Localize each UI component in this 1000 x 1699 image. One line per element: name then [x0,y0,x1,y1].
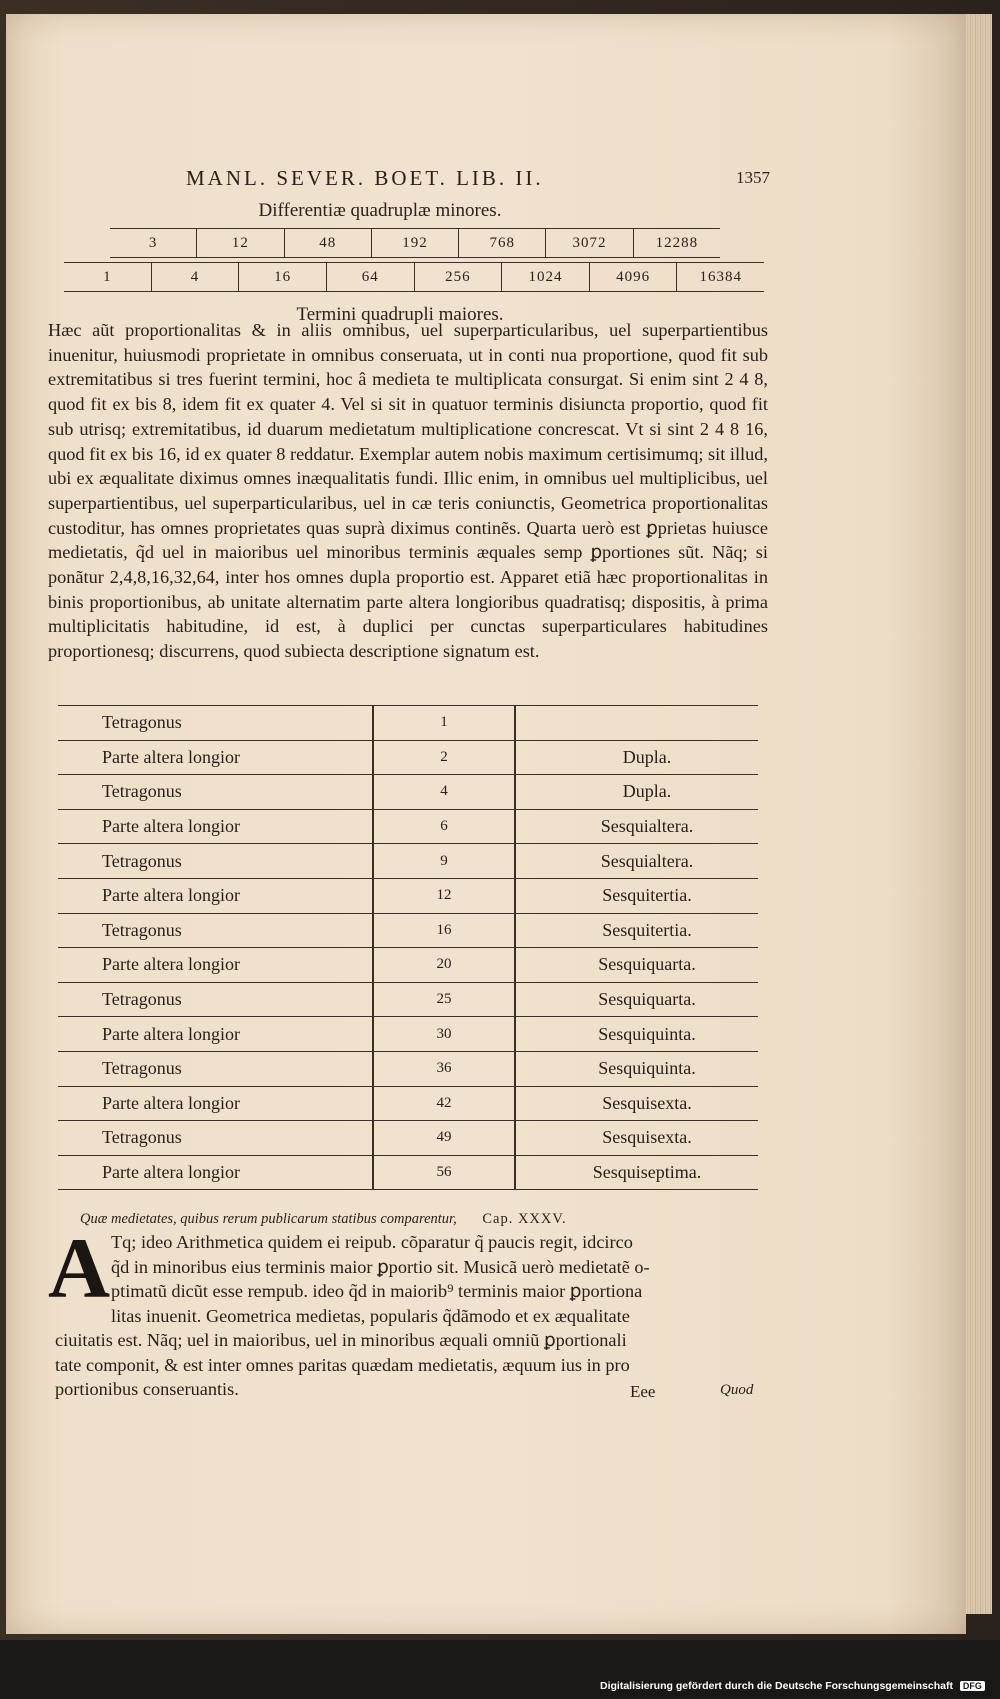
row_minores-cell: 192 [371,229,458,257]
figure-name: Parte altera longior [58,1017,373,1052]
figure-value: 2 [373,740,515,775]
chapter-line: litas inuenit. Geometrica medietas, popularis q̃dãmodo et ex æqualitate [111,1305,630,1326]
table-row [58,775,758,810]
ratio-name: Sesquiquarta. [515,948,758,983]
ratio-name [515,706,758,741]
figure-name: Tetragonus [58,1121,373,1156]
chapter-text [55,1230,763,1402]
chapter-line: tate componit, & est inter omnes paritas quædam medietatis, æquum ius in pro [55,1354,630,1375]
ratio-name: Sesquialtera. [515,809,758,844]
figure-name: Tetragonus [58,775,373,810]
table-row [58,1155,758,1190]
chapter-line: Tq; ideo Arithmetica quidem ei reipub. cõparatur q̃ paucis regit, idcirco [111,1232,633,1252]
figure-value: 4 [373,775,515,810]
table-row [58,1051,758,1086]
row_minores-cell: 12288 [633,229,720,257]
row_termini-cell: 4 [151,263,239,291]
chapter-line: q̃d in minoribus eius terminis maior ꝑportio sit. Musicã uerò medietatẽ o- [111,1256,650,1277]
figure-value: 30 [373,1017,515,1052]
figure-name: Tetragonus [58,706,373,741]
table-row [58,878,758,913]
body-paragraph: Hæc aũt proportionalitas & in aliis omnibus, uel superparticularibus, uel superpartientibus inuenitur, huiusmodi proprietate in omnibus conseruata, ut in conti nua proportione, quod fit sub extremitatibus si tres fuerint termini, hoc â medieta te multiplicata consurgat. Si enim sint 2 4 8, quod fit ex bis 8, idem fit ex quater 4. Vel si sit in quatuor terminis disiuncta proportio, quod fit sub utrisq; extremitatibus, id duarum medietatum multiplicatione concrescat. Vt si sint 2 4 8 16, quod fit ex bis 16, id ex quater 8 reddatur. Exemplar autem nobis maximum certisimumq; sit illud, ubi ex æqualitate diximus omnes inæqualitatis fundi. Illic enim, in omnibus uel multiplicibus, uel superpartientibus, uel superparticularibus, uel in cæ teris coniunctis, Geometrica proportionalitas custoditur, has omnes proprietates quas suprà diximus continẽs. Quarta uerò est ꝑprietas huiusce medietatis, q̃d uel in maioribus uel minoribus terminis æquales semp ꝑportiones sũt. Nãq; si ponãtur 2,4,8,16,32,64, inter hos omnes dupla proportio est. Apparet etiã hæc proportionalitas in binis proportionibus, ab unitate alternatim parte altera longioribus quadratisq; dispositis, à prima multiplicitatis habitudine, id est, à duplici per cunctas superparticulares habitudines proportionesq; discurrens, quod subiecta descriptione signatum est. [48,320,768,662]
drop-cap: A [48,1220,111,1316]
row_termini-cell: 256 [414,263,502,291]
row_minores-cell: 12 [196,229,283,257]
table-row [58,1086,758,1121]
ratio-name: Sesquiquarta. [515,982,758,1017]
row_termini-cell: 64 [326,263,414,291]
chapter-title [80,1211,740,1228]
table-row [58,1017,758,1052]
ratio-name: Sesquiquinta. [515,1017,758,1052]
figure-value: 6 [373,809,515,844]
table-caption-bottom: Termini quadrupli maiores. [296,304,504,325]
termini-row [64,262,764,292]
figure-value: 42 [373,1086,515,1121]
figure-value: 9 [373,844,515,879]
credit-text: Digitalisierung gefördert durch die Deutsche Forschungsgemeinschaft [600,1680,953,1692]
figure-name: Tetragonus [58,913,373,948]
table-row [58,809,758,844]
ratio-name: Sesquiseptima. [515,1155,758,1190]
figure-name: Tetragonus [58,844,373,879]
figure-value: 36 [373,1051,515,1086]
row_termini-cell: 4096 [589,263,677,291]
figure-name: Parte altera longior [58,809,373,844]
chapter-line: portionibus conseruantis. [55,1379,239,1399]
ratio-name: Sesquisexta. [515,1086,758,1121]
row_minores-cell: 768 [458,229,545,257]
figure-value: 1 [373,706,515,741]
row_termini-cell: 1024 [501,263,589,291]
ratio-name: Sesquitertia. [515,913,758,948]
catchword: Quod [720,1382,754,1398]
figure-value: 16 [373,913,515,948]
running-head: MANL. SEVER. BOET. LIB. II. [186,166,544,190]
figure-name: Tetragonus [58,1051,373,1086]
figure-value: 12 [373,878,515,913]
table-row [58,706,758,741]
row_minores-cell: 48 [284,229,371,257]
row_termini-cell: 1 [103,269,112,285]
figure-value: 20 [373,948,515,983]
figure-value: 56 [373,1155,515,1190]
table-row [58,844,758,879]
ratio-name: Dupla. [515,775,758,810]
dfg-logo: DFG [960,1681,985,1691]
page-edges [966,14,992,1614]
folio-number: 1357 [736,168,770,187]
chapter-number: Cap. XXXV. [482,1211,567,1227]
chapter-line: ciuitatis est. Nãq; uel in maioribus, uel in minoribus æquali omniũ ꝑportionali [55,1330,627,1350]
proportion-table [58,705,758,1190]
figure-name: Parte altera longior [58,948,373,983]
figure-name: Parte altera longior [58,1155,373,1190]
table-row [58,948,758,983]
ratio-name: Sesquitertia. [515,878,758,913]
table-caption-top: Differentiæ quadruplæ minores. [258,200,502,221]
figure-name: Parte altera longior [58,740,373,775]
minores-row [110,228,720,258]
digitization-credit [600,1680,985,1692]
table-row [58,913,758,948]
row_termini-cell: 16384 [676,263,764,291]
ratio-name: Sesquisexta. [515,1121,758,1156]
row_minores-cell: 3072 [545,229,632,257]
figure-name: Parte altera longior [58,878,373,913]
chapter-title-text: Quæ medietates, quibus rerum publicarum statibus comparentur, [80,1211,457,1227]
table-row [58,1121,758,1156]
ratio-name: Dupla. [515,740,758,775]
ratio-name: Sesquiquinta. [515,1051,758,1086]
figure-value: 25 [373,982,515,1017]
row_minores-cell: 3 [148,235,158,251]
figure-name: Parte altera longior [58,1086,373,1121]
figure-value: 49 [373,1121,515,1156]
table-row [58,740,758,775]
ratio-name: Sesquialtera. [515,844,758,879]
chapter-line: ptimatũ dicũt esse rempub. ideo q̃d in maiorib⁹ terminis maior ꝑportiona [111,1281,643,1301]
table-row [58,982,758,1017]
signature-mark: Eee [630,1382,656,1401]
row_termini-cell: 16 [238,263,326,291]
figure-name: Tetragonus [58,982,373,1017]
